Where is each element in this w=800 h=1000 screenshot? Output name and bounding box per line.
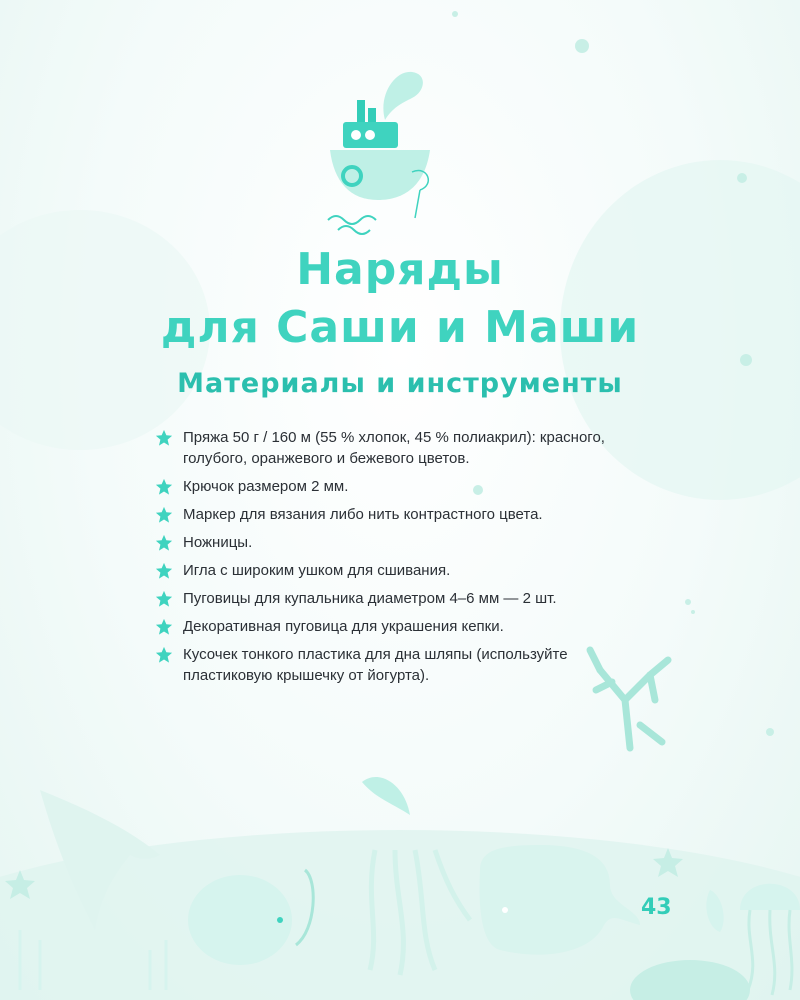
list-item [155, 476, 635, 497]
list-item [155, 644, 635, 686]
star-icon [155, 429, 173, 447]
title-line-2: для Саши и Маши [160, 302, 640, 353]
list-item [155, 616, 635, 637]
star-icon [155, 562, 173, 580]
list-item [155, 588, 635, 609]
star-icon [155, 478, 173, 496]
list-item [155, 532, 635, 553]
star-icon [155, 534, 173, 552]
list-item-text: Декоративная пуговица для украшения кепки. [183, 618, 504, 635]
list-item-text: Игла с широким ушком для сшивания. [183, 562, 451, 579]
page-number: 43 [641, 895, 672, 920]
star-icon [155, 646, 173, 664]
list-item [155, 504, 635, 525]
title-line-1: Наряды [296, 244, 504, 295]
list-item [155, 560, 635, 581]
list-item [155, 427, 635, 469]
materials-list [155, 427, 635, 693]
boat-icon [328, 72, 430, 234]
star-icon [155, 590, 173, 608]
list-item-text: Крючок размером 2 мм. [183, 478, 349, 495]
section-subtitle: Материалы и инструменты [177, 368, 623, 399]
list-item-text: Пуговицы для купальника диаметром 4–6 мм — 2 шт. [183, 590, 557, 607]
star-icon [155, 618, 173, 636]
list-item-text: Кусочек тонкого пластика для дна шляпы (используйте пластиковую крышечку от йогурта). [183, 646, 568, 684]
list-item-text: Маркер для вязания либо нить контрастного цвета. [183, 506, 543, 523]
list-item-text: Пряжа 50 г / 160 м (55 % хлопок, 45 % полиакрил): красного, голубого, оранжевого и бежевого цветов. [183, 429, 605, 467]
list-item-text: Ножницы. [183, 534, 253, 551]
star-icon [155, 506, 173, 524]
